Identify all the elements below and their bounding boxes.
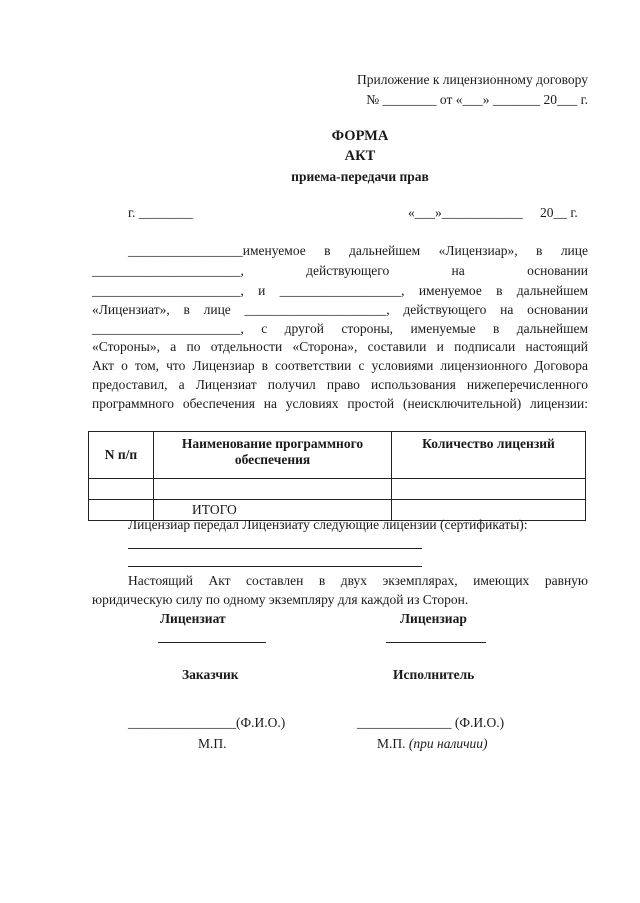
licensor-label: Лицензиар [400,611,467,626]
table-cell [89,479,154,500]
col-name-header: Наименование программного обеспечения [154,432,392,479]
paragraph-line-8: предоставил, а Лицензиат получил право использования нижеперечисленного [92,377,588,392]
closing-line-1: Настоящий Акт составлен в двух экземплярах, имеющих равную [128,573,588,588]
closing-line-2: юридическую силу по одному экземпляру для каждой из Сторон. [92,592,469,607]
place-city: г. ________ [128,205,193,220]
paragraph-line-2: ______________________, действующего на основании [92,263,588,278]
title-subtitle: приема-передачи прав [291,169,429,184]
paragraph-line-7: Акт о том, что Лицензиар в соответствии с условиями лицензионного Договора [92,358,588,373]
table-cell [154,479,392,500]
license-table [88,431,586,521]
licenses-text: Лицензиар передал Лицензиату следующие лицензии (сертификаты): [128,517,528,532]
fio-right: ______________ (Ф.И.О.) [357,715,505,730]
table-header-row [89,432,586,479]
col-number-header: N п/п [89,432,154,479]
title-forma: ФОРМА [331,128,389,144]
place-date: «___»____________ [408,205,523,220]
licensee-signature-line [158,642,266,643]
executor-label: Исполнитель [393,667,475,682]
col-count-header: Количество лицензий [392,432,586,479]
paragraph-line-9: программного обеспечения на условиях простой (неисключительной) лицензии: [92,396,588,411]
stamp-right-label: М.П. [377,736,406,751]
title-akt: АКТ [344,148,376,164]
paragraph-line-5: ______________________, с другой стороны, именуемые в дальнейшем [92,321,588,336]
customer-label: Заказчик [182,667,239,682]
place-year: 20__ г. [540,205,578,220]
paragraph-line-6: «Стороны», а по отдельности «Сторона», составили и подписали настоящий [92,339,588,354]
appendix-line-2: № ________ от «___» _______ 20___ г. [366,92,588,107]
stamp-left: М.П. [198,736,227,751]
licensor-signature-line [386,642,486,643]
stamp-right-note: (при наличии) [408,736,488,751]
licensee-label: Лицензиат [160,611,226,626]
table-row [89,479,586,500]
stamp-right [377,736,488,752]
licenses-blank-line-2 [128,566,422,567]
paragraph-line-4: «Лицензиат», в лице _____________________, действующего на основании [92,302,588,317]
appendix-line-1: Приложение к лицензионному договору [356,72,588,87]
paragraph-line-3: ______________________, и __________________, именуемое в дальнейшем [92,283,588,298]
table-cell [392,479,586,500]
fio-left: ________________(Ф.И.О.) [128,715,286,730]
total-label: ИТОГО [154,500,392,521]
licenses-blank-line-1 [128,548,422,549]
paragraph-line-1: _________________именуемое в дальнейшем «Лицензиар», в лице [128,243,588,258]
